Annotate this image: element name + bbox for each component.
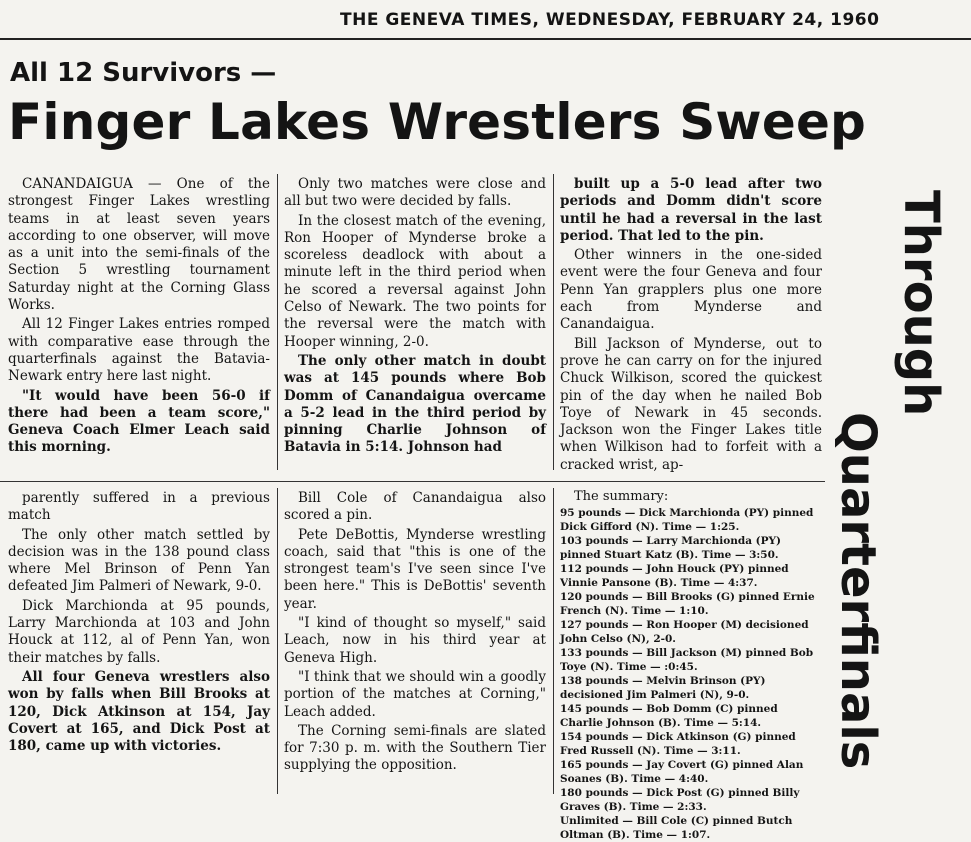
article-paragraph: built up a 5-0 lead after two periods and Domm didn't score until he had a reversal in the last period. That led to the pin. — [560, 176, 822, 244]
article-paragraph: "I think that we should win a goodly portion of the matches at Corning," Leach added. — [284, 668, 546, 720]
summary-heading: The summary: — [574, 489, 669, 504]
summary-entry: 145 pounds — Bob Domm (C) pinned Charlie Johnson (B). Time — 5:14. — [560, 703, 778, 729]
vertical-headline-through: Through — [893, 190, 949, 417]
article-column-3 — [560, 176, 822, 476]
summary-entry: 180 pounds — Dick Post (G) pinned Billy Graves (B). Time — 2:33. — [560, 787, 800, 813]
summary-entry: 133 pounds — Bill Jackson (M) pinned Bob Toye (N). Time — :0:45. — [560, 647, 814, 673]
article-paragraph: Pete DeBottis, Mynderse wrestling coach, said that "this is one of the strongest team's I've seen since I've been here." This is DeBottis' seventh year. — [284, 526, 546, 612]
summary-entry: Unlimited — Bill Cole (C) pinned Butch Oltman (B). Time — 1:07. — [560, 815, 793, 841]
article-paragraph: Bill Cole of Canandaigua also scored a pin. — [284, 490, 546, 524]
section-divider — [0, 481, 825, 482]
article-paragraph: Dick Marchionda at 95 pounds, Larry Marchionda at 103 and John Houck at 112, al of Penn Yan, won their matches by falls. — [8, 597, 270, 666]
summary-entry: 120 pounds — Bill Brooks (G) pinned Ernie French (N). Time — 1:10. — [560, 591, 815, 617]
vertical-headline-quarterfinals: Quarterfinals — [830, 412, 886, 770]
article-paragraph: All four Geneva wrestlers also won by falls when Bill Brooks at 120, Dick Atkinson at 154, Jay Covert at 165, and Dick Post at 180, came up with victories. — [8, 668, 270, 755]
article-paragraph: CANANDAIGUA — One of the strongest Finger Lakes wrestling teams in at least seven years according to one observer, will move as a unit into the semi-finals of the Section 5 wrestling tournament Saturday night at the Corning Glass Works. — [8, 176, 270, 314]
article-column-1 — [8, 176, 270, 459]
summary-entry: 154 pounds — Dick Atkinson (G) pinned Fred Russell (N). Time — 3:11. — [560, 731, 796, 757]
masthead-rule — [0, 38, 971, 40]
summary-entry: 112 pounds — John Houck (PY) pinned Vinnie Pansone (B). Time — 4:37. — [560, 563, 789, 589]
kicker-headline: All 12 Survivors — — [10, 58, 277, 88]
article-paragraph: Only two matches were close and all but two were decided by falls. — [284, 176, 546, 210]
article-column-4 — [8, 490, 270, 757]
column-divider — [553, 174, 554, 470]
article-paragraph: Other winners in the one-sided event were the four Geneva and four Penn Yan grapplers plus one more each from Mynderse and Canandaigua. — [560, 247, 822, 333]
column-divider — [553, 488, 554, 794]
summary-entry: 165 pounds — Jay Covert (G) pinned Alan Soanes (B). Time — 4:40. — [560, 759, 804, 785]
article-paragraph: "I kind of thought so myself," said Leach, now in his third year at Geneva High. — [284, 615, 546, 666]
article-column-5 — [284, 490, 546, 777]
masthead: THE GENEVA TIMES, WEDNESDAY, FEBRUARY 24, 1960 — [340, 10, 880, 30]
article-column-2 — [284, 176, 546, 459]
article-paragraph: The Corning semi-finals are slated for 7:30 p. m. with the Southern Tier supplying the opposition. — [284, 722, 546, 774]
summary-entry: 127 pounds — Ron Hooper (M) decisioned John Celso (N), 2-0. — [560, 619, 809, 645]
summary-entry: 138 pounds — Melvin Brinson (PY) decisioned Jim Palmeri (N), 9-0. — [560, 675, 766, 701]
column-divider — [277, 488, 278, 794]
article-paragraph: In the closest match of the evening, Ron Hooper of Mynderse broke a scoreless deadlock with about a minute left in the third period when he scored a reversal against John Celso of Newark. The two points for the reversal were the match with Hooper winning, 2-0. — [284, 212, 546, 350]
summary-entry: 95 pounds — Dick Marchionda (PY) pinned Dick Gifford (N). Time — 1:25. — [560, 507, 814, 533]
results-summary — [560, 490, 822, 842]
article-paragraph: The only other match settled by decision was in the 138 pound class where Mel Brinson of Penn Yan defeated Jim Palmeri of Newark, 9-0. — [8, 526, 270, 595]
summary-entry: 103 pounds — Larry Marchionda (PY) pinned Stuart Katz (B). Time — 3:50. — [560, 535, 781, 561]
article-paragraph: "It would have been 56-0 if there had been a team score," Geneva Coach Elmer Leach said this morning. — [8, 387, 270, 456]
article-paragraph: The only other match in doubt was at 145 pounds where Bob Domm of Canandaigua overcame a 5-2 lead in the third period by pinning Charlie Johnson of Batavia in 5:14. Johnson had — [284, 352, 546, 456]
main-headline: Finger Lakes Wrestlers Sweep — [8, 93, 867, 151]
article-paragraph: Bill Jackson of Mynderse, out to prove he can carry on for the injured Chuck Wilkison, scored the quickest pin of the day when he nailed Bob Toye of Newark in 45 seconds. Jackson won the Finger Lakes title when Wilkison had to forfeit with a cracked wrist, ap- — [560, 335, 822, 473]
article-paragraph: All 12 Finger Lakes entries romped with comparative ease through the quarterfinals against the Batavia-Newark entry here last night. — [8, 316, 270, 385]
article-paragraph: parently suffered in a previous match — [8, 490, 270, 524]
column-divider — [277, 174, 278, 470]
